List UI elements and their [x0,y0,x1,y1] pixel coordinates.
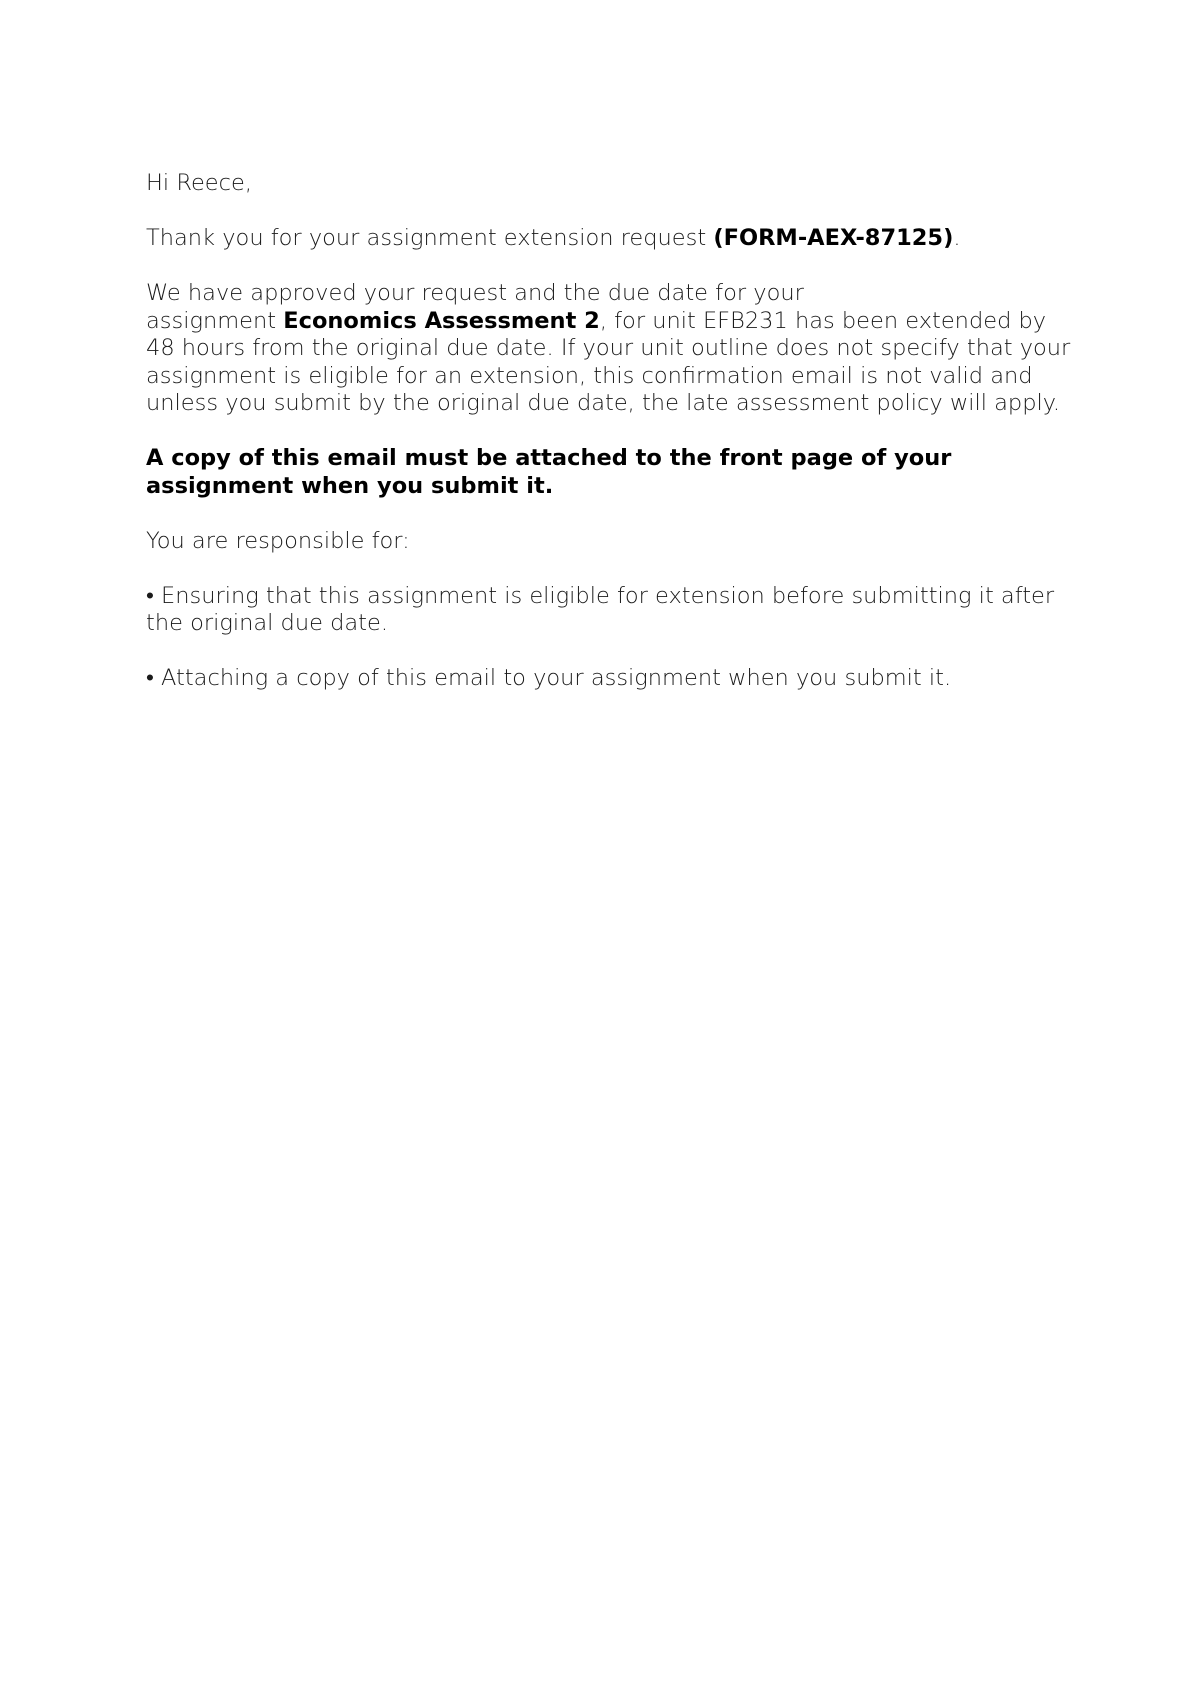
thanks-paragraph [146,225,1076,253]
assignment-name: Economics Assessment 2 [283,307,600,334]
approval-rest: , for unit EFB231 has been extended by 48 hours from the original due date. If your unit outline does not specify that your assignment is eligible for an extension, this confirmation email is not valid and unless you submit by the original due date, the late assessment policy will apply. [146,307,1071,416]
email-body [146,170,1076,720]
greeting: Hi Reece, [146,170,252,196]
approval-paragraph [146,280,1076,418]
responsibility-item: • Ensuring that this assignment is eligible for extension before submitting it after the original due date. [146,582,1055,636]
approval-line1: We have approved your request and the due date for your [146,280,804,306]
approval-prefix: assignment [146,307,284,334]
thanks-suffix: . [953,225,961,251]
responsibility-item: • Attaching a copy of this email to your assignment when you submit it. [146,665,952,691]
responsible-intro: You are responsible for: [146,527,410,554]
form-id: (FORM-AEX-87125) [713,225,954,251]
attachment-notice: A copy of this email must be attached to the front page of your assignment when you submit it. [146,445,952,499]
thanks-prefix: Thank you for your assignment extension request [146,225,714,251]
